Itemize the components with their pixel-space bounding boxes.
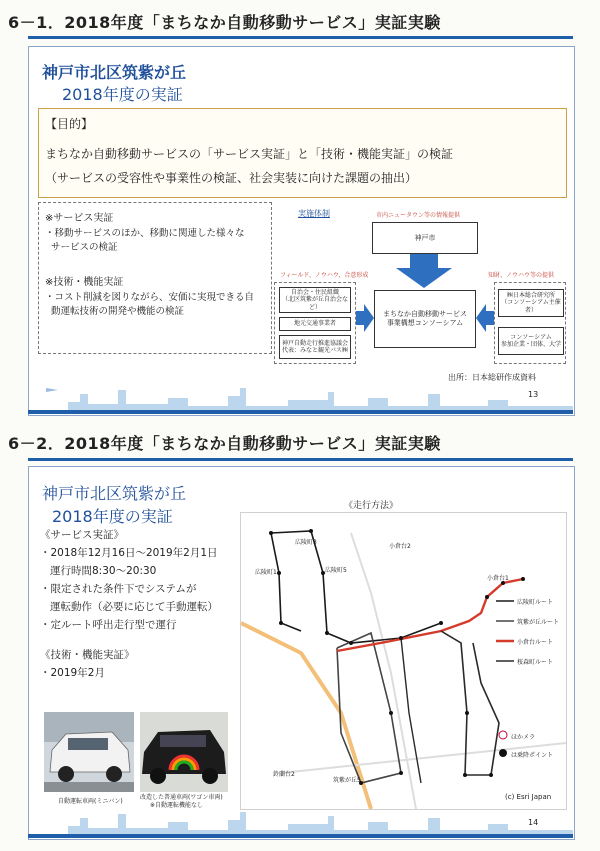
page-number-13: 13 [528, 390, 539, 399]
map-credit: (c) Esri Japan [505, 793, 552, 801]
map-label-tsukushi5: 筑紫が丘5 [333, 777, 361, 784]
city-skyline-footer-1 [28, 380, 573, 414]
section2-year: 2018年度の実証 [52, 507, 173, 526]
council-box [279, 335, 351, 359]
legend-kouryou: 広陵町ルート [517, 599, 554, 606]
section2-place: 神戸市北区筑紫が丘 [42, 484, 187, 503]
route-map [240, 512, 567, 810]
page-number-14: 14 [528, 818, 539, 827]
purpose-box [38, 108, 567, 198]
purpose-line1: まちなか自動移動サービスの「サービス実証」と「技術・機能実証」の検証 [45, 147, 454, 161]
legend-tsukushi: 筑紫が丘ルート [517, 619, 560, 626]
section1-place: 神戸市北区筑紫が丘 [42, 63, 187, 82]
legend-ogura: 小倉台ルート [517, 639, 554, 646]
kobe-city-label: 神戸市 [414, 233, 436, 242]
section1-year: 2018年度の実証 [62, 85, 183, 104]
service-line2: サービスの検証 [51, 242, 118, 253]
org-left-label: フィールド、ノウハウ、合意形成 [280, 272, 369, 279]
section1-heading: 6－1．2018年度「まちなか自動移動サービス」実証実験 [8, 13, 441, 32]
jri-box [498, 289, 564, 317]
detail-box [38, 202, 272, 354]
down-arrow-icon [396, 254, 452, 288]
photo2-caption-l2: ※自動運転機能なし [150, 801, 204, 809]
legend-stop: は乗降ポイント [511, 752, 554, 759]
map-label-kouryou3: 広陵町3 [295, 539, 317, 546]
tech-line1: ・コスト削減を図りながら、安価に実現できる自 [45, 292, 255, 303]
local-transport-label: 地元交通事業者 [293, 320, 336, 328]
council-l2: 代表：みなと観光バス㈱ [281, 347, 348, 354]
city-skyline-footer-2 [28, 808, 573, 838]
map-label-ogura2: 小倉台2 [389, 543, 411, 550]
section1-heading-rule [28, 36, 573, 39]
purpose-line2: （サービスの受容性や事業性の検証、社会実装に向けた課題の抽出） [45, 171, 418, 185]
route-ogura [337, 579, 523, 651]
map-label-kouryou1: 広陵町1 [255, 569, 277, 576]
section2-heading: 6－2．2018年度「まちなか自動移動サービス」実証実験 [8, 434, 441, 453]
map-label-suzurandai2: 鈴蘭台2 [273, 771, 295, 778]
jri-l1: ㈱日本総合研究所 [506, 291, 555, 299]
right-group [494, 282, 566, 364]
map-label-ogura1: 小倉台1 [487, 575, 509, 582]
map-label-kouryou5: 広陵町5 [325, 567, 347, 574]
s2-line2: 運行時間8:30～20:30 [50, 565, 157, 577]
org-right-label: 知財、ノウハウ等の提供 [488, 272, 555, 279]
members-box [498, 327, 564, 355]
consortium-l2: 事業構想コンソーシアム [386, 319, 464, 327]
council-l1: 神戸自動走行推進協議会 [281, 339, 348, 347]
tech-title: ※技術・機能実証 [45, 277, 124, 288]
residents-l1: 自治会・住民組織 [290, 288, 339, 296]
s2-line5: ・定ルート呼出走行型で運行 [40, 619, 177, 631]
left-arrow-icon [476, 304, 494, 332]
local-transport-box [279, 317, 351, 331]
left-group [274, 282, 356, 364]
s2-service-title: 《サービス実証》 [40, 529, 124, 541]
legend-sakura: 桜森町ルート [517, 659, 554, 666]
org-top-label: 市内ニュータウン等の情報提供 [376, 212, 461, 219]
s2-line3: ・限定された条件下でシステムが [40, 583, 197, 595]
s2-tech-title: 《技術・機能実証》 [40, 649, 135, 661]
s2-line1: ・2018年12月16日～2019年2月1日 [40, 547, 218, 559]
section2-heading-rule [28, 458, 573, 461]
tech-line2: 動運転技術の開発や機能の検証 [51, 306, 185, 317]
legend-camera: ほかメラ [511, 734, 536, 741]
service-title: ※サービス実証 [45, 213, 114, 224]
source-note: 出所：日本総研作成資料 [448, 373, 536, 382]
right-arrow-icon [356, 304, 374, 332]
s2-line4: 運転動作（必要に応じて手動運転） [50, 601, 218, 613]
members-l1: コンソーシアム [510, 333, 552, 341]
minivan-photo [44, 712, 134, 792]
org-diagram [278, 202, 568, 367]
service-line1: ・移動サービスのほか、移動に関連した様々な [45, 228, 245, 239]
jri-l2: （コンソーシアム主催者） [501, 299, 561, 314]
consortium-box [374, 290, 476, 348]
photo2-caption-l1: 改造した普通車両(ワゴン車両) [140, 794, 223, 801]
map-title: 《走行方法》 [344, 501, 399, 511]
s2-tech-line1: ・2019年2月 [40, 667, 105, 679]
residents-l2: （北区筑紫が丘自治会など） [281, 296, 348, 311]
consortium-l1: まちなか自動移動サービス [383, 310, 467, 319]
org-title: 実施体制 [298, 209, 330, 218]
wagon-photo [140, 712, 228, 792]
kobe-city-box [372, 222, 478, 254]
photo1-caption: 自動運転車両(ミニバン) [58, 798, 123, 805]
purpose-title: 【目的】 [45, 117, 94, 131]
members-l2: 参加企業・団体、大学 [500, 341, 561, 348]
residents-box [279, 287, 351, 313]
